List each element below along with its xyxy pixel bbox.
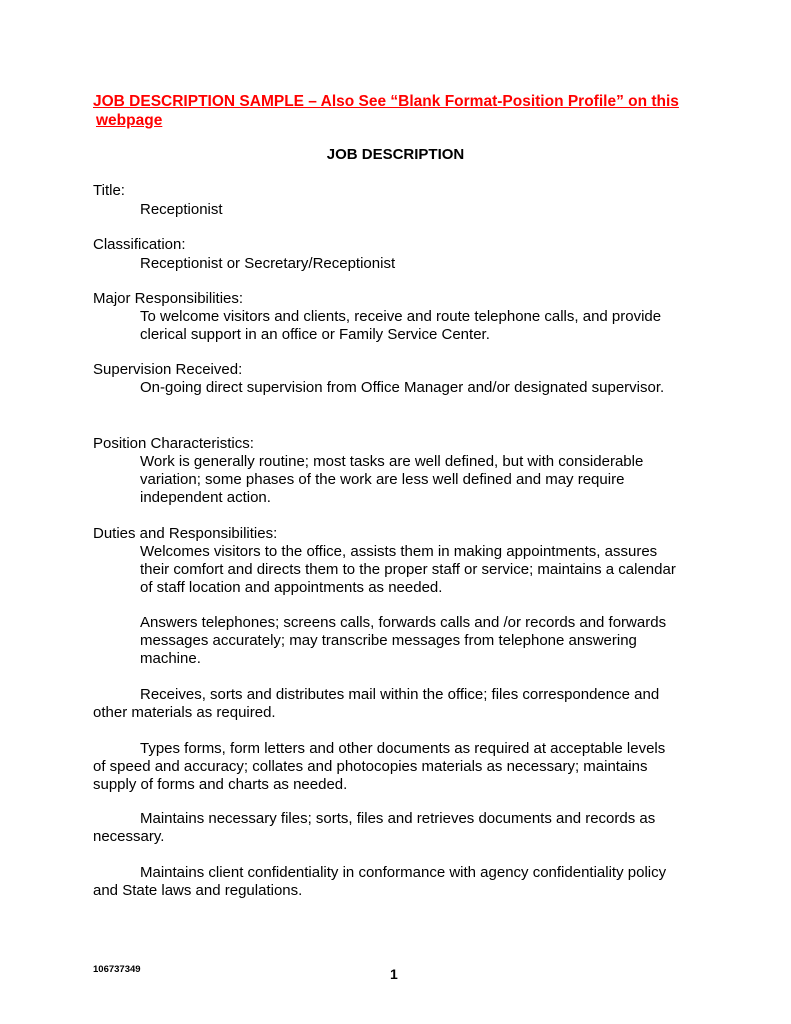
document-id: 106737349 xyxy=(93,964,141,975)
duty-line: necessary. xyxy=(93,828,165,845)
sample-notice-link[interactable] xyxy=(93,92,713,130)
duty-line: of staff location and appointments as needed. xyxy=(140,579,443,596)
title-label: Title: xyxy=(93,182,125,199)
position-line: variation; some phases of the work are less well defined and may require xyxy=(140,471,625,488)
major-line: clerical support in an office or Family Service Center. xyxy=(140,326,490,343)
duty-line: Receives, sorts and distributes mail within the office; files correspondence and xyxy=(140,686,660,703)
notice-line-2: webpage xyxy=(96,112,163,129)
duty-line: of speed and accuracy; collates and photocopies materials as necessary; maintains xyxy=(93,758,648,775)
notice-line-1: JOB DESCRIPTION SAMPLE – Also See “Blank Format-Position Profile” on this xyxy=(93,93,679,110)
duty-line: their comfort and directs them to the proper staff or service; maintains a calendar xyxy=(140,561,676,578)
position-line: independent action. xyxy=(140,489,271,506)
duty-line: machine. xyxy=(140,650,201,667)
duty-line: Types forms, form letters and other documents as required at acceptable levels xyxy=(140,740,666,757)
duty-line: Maintains necessary files; sorts, files and retrieves documents and records as xyxy=(140,810,656,827)
position-characteristics-label: Position Characteristics: xyxy=(93,435,254,452)
duty-line: Answers telephones; screens calls, forwards calls and /or records and forwards xyxy=(140,614,667,631)
page-title: JOB DESCRIPTION xyxy=(326,146,465,163)
major-responsibilities-label: Major Responsibilities: xyxy=(93,290,244,307)
duty-line: supply of forms and charts as needed. xyxy=(93,776,348,793)
duty-line: other materials as required. xyxy=(93,704,276,721)
duties-label: Duties and Responsibilities: xyxy=(93,525,278,542)
page-number: 1 xyxy=(390,966,398,982)
duty-line: Welcomes visitors to the office, assists them in making appointments, assures xyxy=(140,543,658,560)
classification-label: Classification: xyxy=(93,236,186,253)
duty-line: messages accurately; may transcribe messages from telephone answering xyxy=(140,632,637,649)
title-value: Receptionist xyxy=(140,201,223,218)
duty-line: and State laws and regulations. xyxy=(93,882,303,899)
supervision-value: On-going direct supervision from Office Manager and/or designated supervisor. xyxy=(140,379,665,396)
major-line: To welcome visitors and clients, receive and route telephone calls, and provide xyxy=(140,308,662,325)
position-line: Work is generally routine; most tasks are well defined, but with considerable xyxy=(140,453,644,470)
supervision-label: Supervision Received: xyxy=(93,361,243,378)
duty-line: Maintains client confidentiality in conformance with agency confidentiality policy xyxy=(140,864,667,881)
classification-value: Receptionist or Secretary/Receptionist xyxy=(140,255,396,272)
